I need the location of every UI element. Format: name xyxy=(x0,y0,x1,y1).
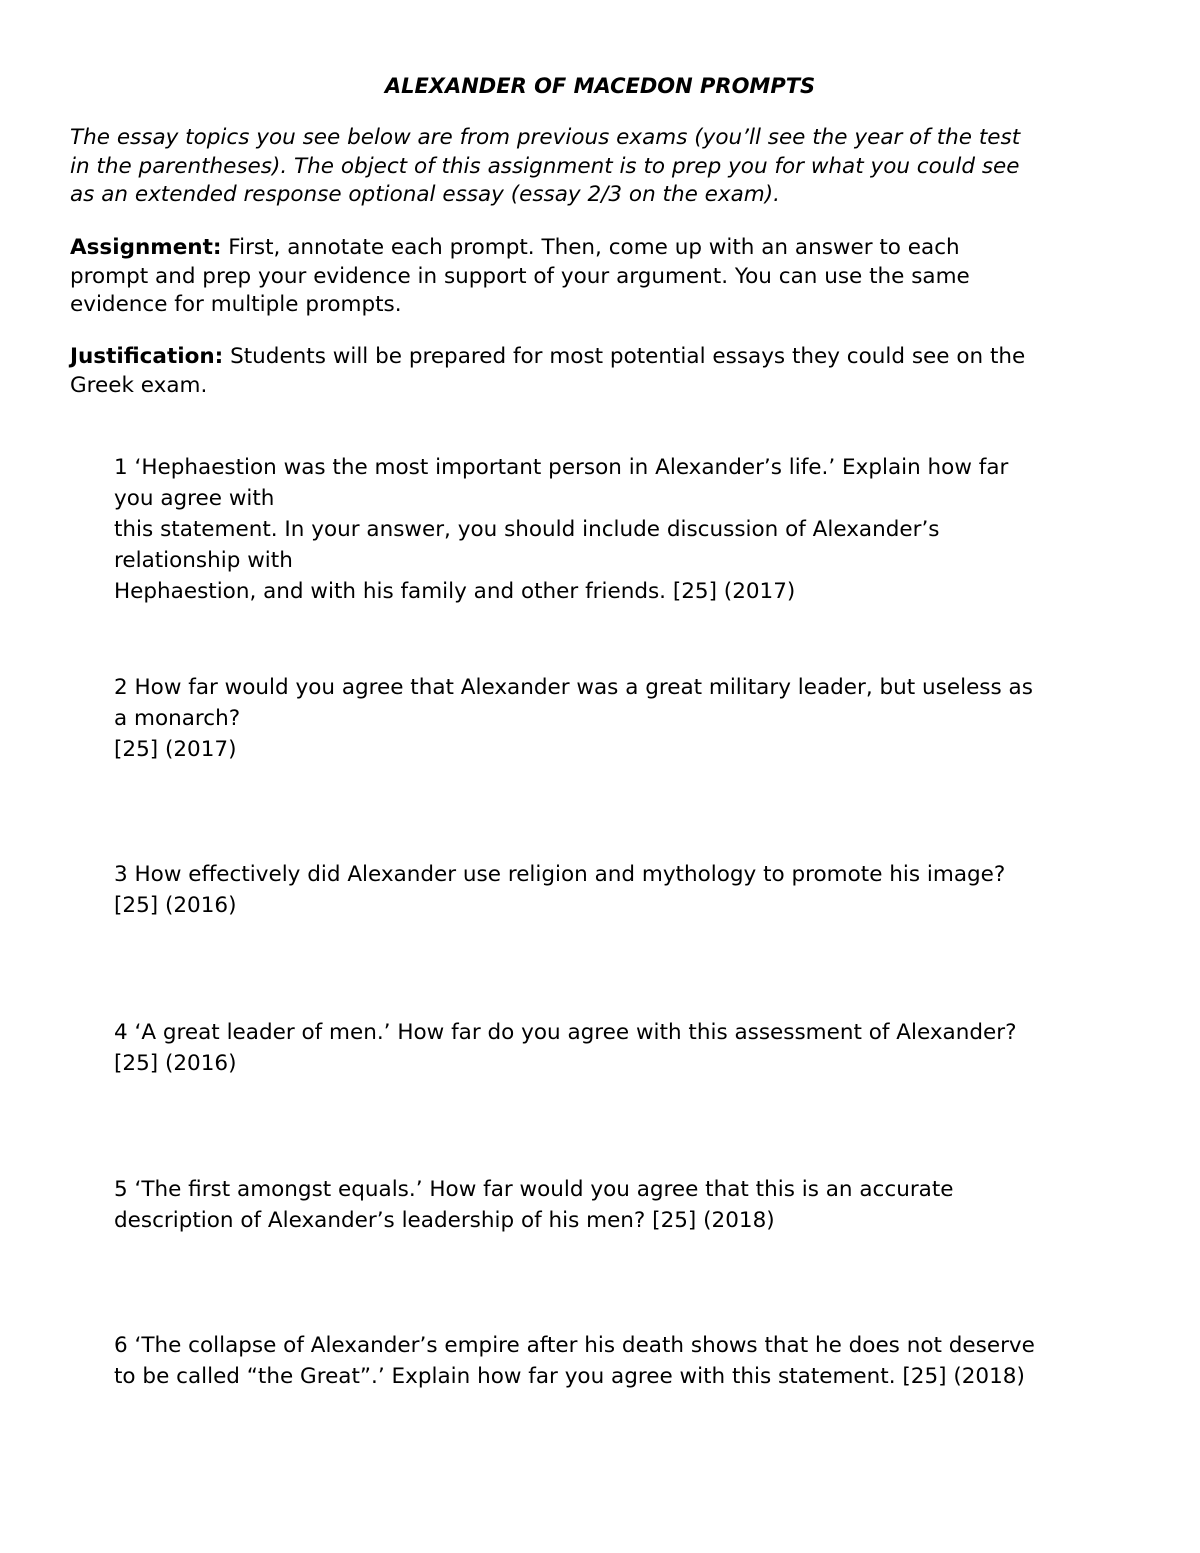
intro-paragraph xyxy=(70,124,1140,210)
assignment-paragraph xyxy=(70,234,1140,320)
prompt-line: 2 How far would you agree that Alexander was a great military leader, but useless as xyxy=(114,675,1033,700)
document-title: ALEXANDER OF MACEDON PROMPTS xyxy=(384,74,816,98)
prompt-line: you agree with xyxy=(114,486,275,511)
prompt-4 xyxy=(114,1017,1134,1079)
assignment-line: evidence for multiple prompts. xyxy=(70,292,402,317)
justification-line: Students will be prepared for most potential essays they could see on the xyxy=(223,344,1026,369)
prompt-line: description of Alexander’s leadership of his men? [25] (2018) xyxy=(114,1208,775,1233)
prompt-line: 5 ‘The first amongst equals.’ How far would you agree that this is an accurate xyxy=(114,1177,954,1202)
prompt-line: 3 How effectively did Alexander use religion and mythology to promote his image? xyxy=(114,862,1006,887)
justification-line: Greek exam. xyxy=(70,372,208,398)
prompt-line: 6 ‘The collapse of Alexander’s empire after his death shows that he does not deserve xyxy=(114,1333,1035,1358)
intro-line: The essay topics you see below are from previous exams (you’ll see the year of the test xyxy=(70,125,1021,150)
prompt-line: to be called “the Great”.’ Explain how far you agree with this statement. [25] (2018) xyxy=(114,1364,1025,1389)
prompt-line: relationship with xyxy=(114,548,293,573)
prompt-5 xyxy=(114,1174,1134,1236)
prompt-line: Hephaestion, and with his family and other friends. [25] (2017) xyxy=(114,579,796,604)
prompt-line: 4 ‘A great leader of men.’ How far do you agree with this assessment of Alexander? xyxy=(114,1020,1017,1045)
prompt-line: [25] (2016) xyxy=(114,1051,237,1076)
prompt-6 xyxy=(114,1330,1134,1392)
intro-line: in the parentheses). The object of this assignment is to prep you for what you could see xyxy=(70,153,1020,179)
prompt-line: [25] (2016) xyxy=(114,893,237,918)
justification-label: Justification: xyxy=(70,344,224,369)
prompt-line: a monarch? xyxy=(114,706,241,731)
prompt-1 xyxy=(114,452,1134,607)
prompt-2 xyxy=(114,672,1134,765)
prompt-line: 1 ‘Hephaestion was the most important person in Alexander’s life.’ Explain how far xyxy=(114,455,1009,480)
assignment-line: prompt and prep your evidence in support of your argument. You can use the same xyxy=(70,263,970,289)
justification-paragraph xyxy=(70,343,1140,400)
assignment-line: First, annotate each prompt. Then, come up with an answer to each xyxy=(221,235,960,260)
assignment-label: Assignment: xyxy=(70,235,222,260)
prompt-line: [25] (2017) xyxy=(114,737,237,762)
prompt-3 xyxy=(114,859,1134,921)
prompt-line: this statement. In your answer, you should include discussion of Alexander’s xyxy=(114,517,940,542)
intro-line: as an extended response optional essay (essay 2/3 on the exam). xyxy=(70,182,780,207)
